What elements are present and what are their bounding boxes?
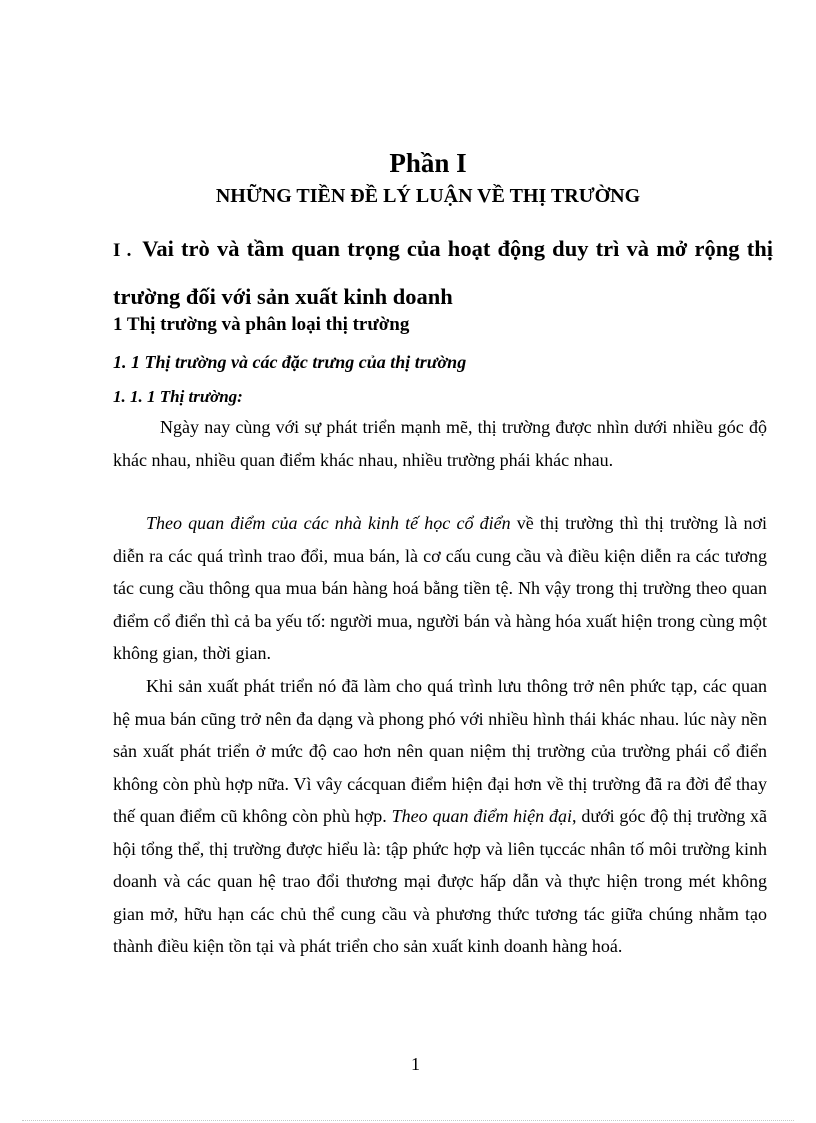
paragraph-2-italic: Theo quan điểm của các nhà kinh tế học cổ điển bbox=[146, 513, 511, 533]
section-heading-1-text: Vai trò và tầm quan trọng của hoạt động duy trì và mở rộng thị trường đối với sản xuất kinh doanh bbox=[113, 236, 773, 309]
section-heading-1-number: I . bbox=[113, 240, 132, 261]
page-bottom-divider bbox=[22, 1120, 794, 1121]
part-subtitle: NHỮNG TIỀN ĐỀ LÝ LUẬN VỀ THỊ TRƯỜNG bbox=[215, 185, 641, 207]
paragraph-2-text: về thị trường thì thị trường là nơi diễn ra các quá trình trao đổi, mua bán, là cơ cấu cung cầu và điều kiện diễn ra các tương tác cung cầu thông qua mua bán hàng hoá bằng tiền tệ. Nh vậy trong thị trường theo quan điểm cổ điển thì cả ba yếu tố: người mua, người bán và hàng hóa xuất hiện trong cùng một không gian, thời gian. bbox=[113, 513, 768, 663]
page-number: 1 bbox=[411, 1054, 420, 1074]
paragraph-3 bbox=[113, 670, 767, 963]
paragraph-1-text: Ngày nay cùng với sự phát triển mạnh mẽ, thị trường được nhìn dưới nhiều góc độ khác nhau, nhiều quan điểm khác nhau, nhiều trường phái khác nhau. bbox=[113, 417, 767, 470]
paragraph-2 bbox=[113, 507, 767, 670]
paragraph-3-italic: Theo quan điểm hiện đại bbox=[391, 806, 572, 826]
paragraph-1 bbox=[113, 411, 767, 476]
section-heading-4: 1. 1. 1 Thị trường: bbox=[113, 387, 243, 406]
section-heading-3: 1. 1 Thị trường và các đặc trưng của thị trường bbox=[113, 352, 467, 372]
section-heading-1 bbox=[113, 226, 773, 320]
section-heading-2: 1 Thị trường và phân loại thị trường bbox=[113, 314, 410, 335]
part-title: Phần I bbox=[389, 148, 467, 178]
paragraph-3-end: , dưới góc độ thị trường xã hội tổng thể, thị trường được hiểu là: tập phức hợp và liên tụccác nhân tố môi trường kinh doanh và các quan hệ trao đổi thương mại được hấp dẫn và thực hiện trong mét không gian mở, hữu hạn các chủ thể cung cầu và phương thức tương tác giữa chúng nhằm tạo thành điều kiện tồn tại và phát triển cho sản xuất kinh doanh hàng hoá. bbox=[113, 806, 768, 956]
paragraph-3-start: Khi sản xuất phát triển nó đã làm cho quá trình lưu thông trở nên phức tạp, các quan hệ mua bán cũng trở nên đa dạng và phong phó với nhiều hình thái khác nhau. lúc này nền sản xuất phát triển ở mức độ cao hơn nên quan niệm thị trường của trường phái cổ điển không còn phù hợp nữa. Vì vây cácquan điểm hiện đại hơn về thị trường đã ra đời để thay thế quan điểm cũ không còn phù hợp. bbox=[113, 676, 767, 826]
